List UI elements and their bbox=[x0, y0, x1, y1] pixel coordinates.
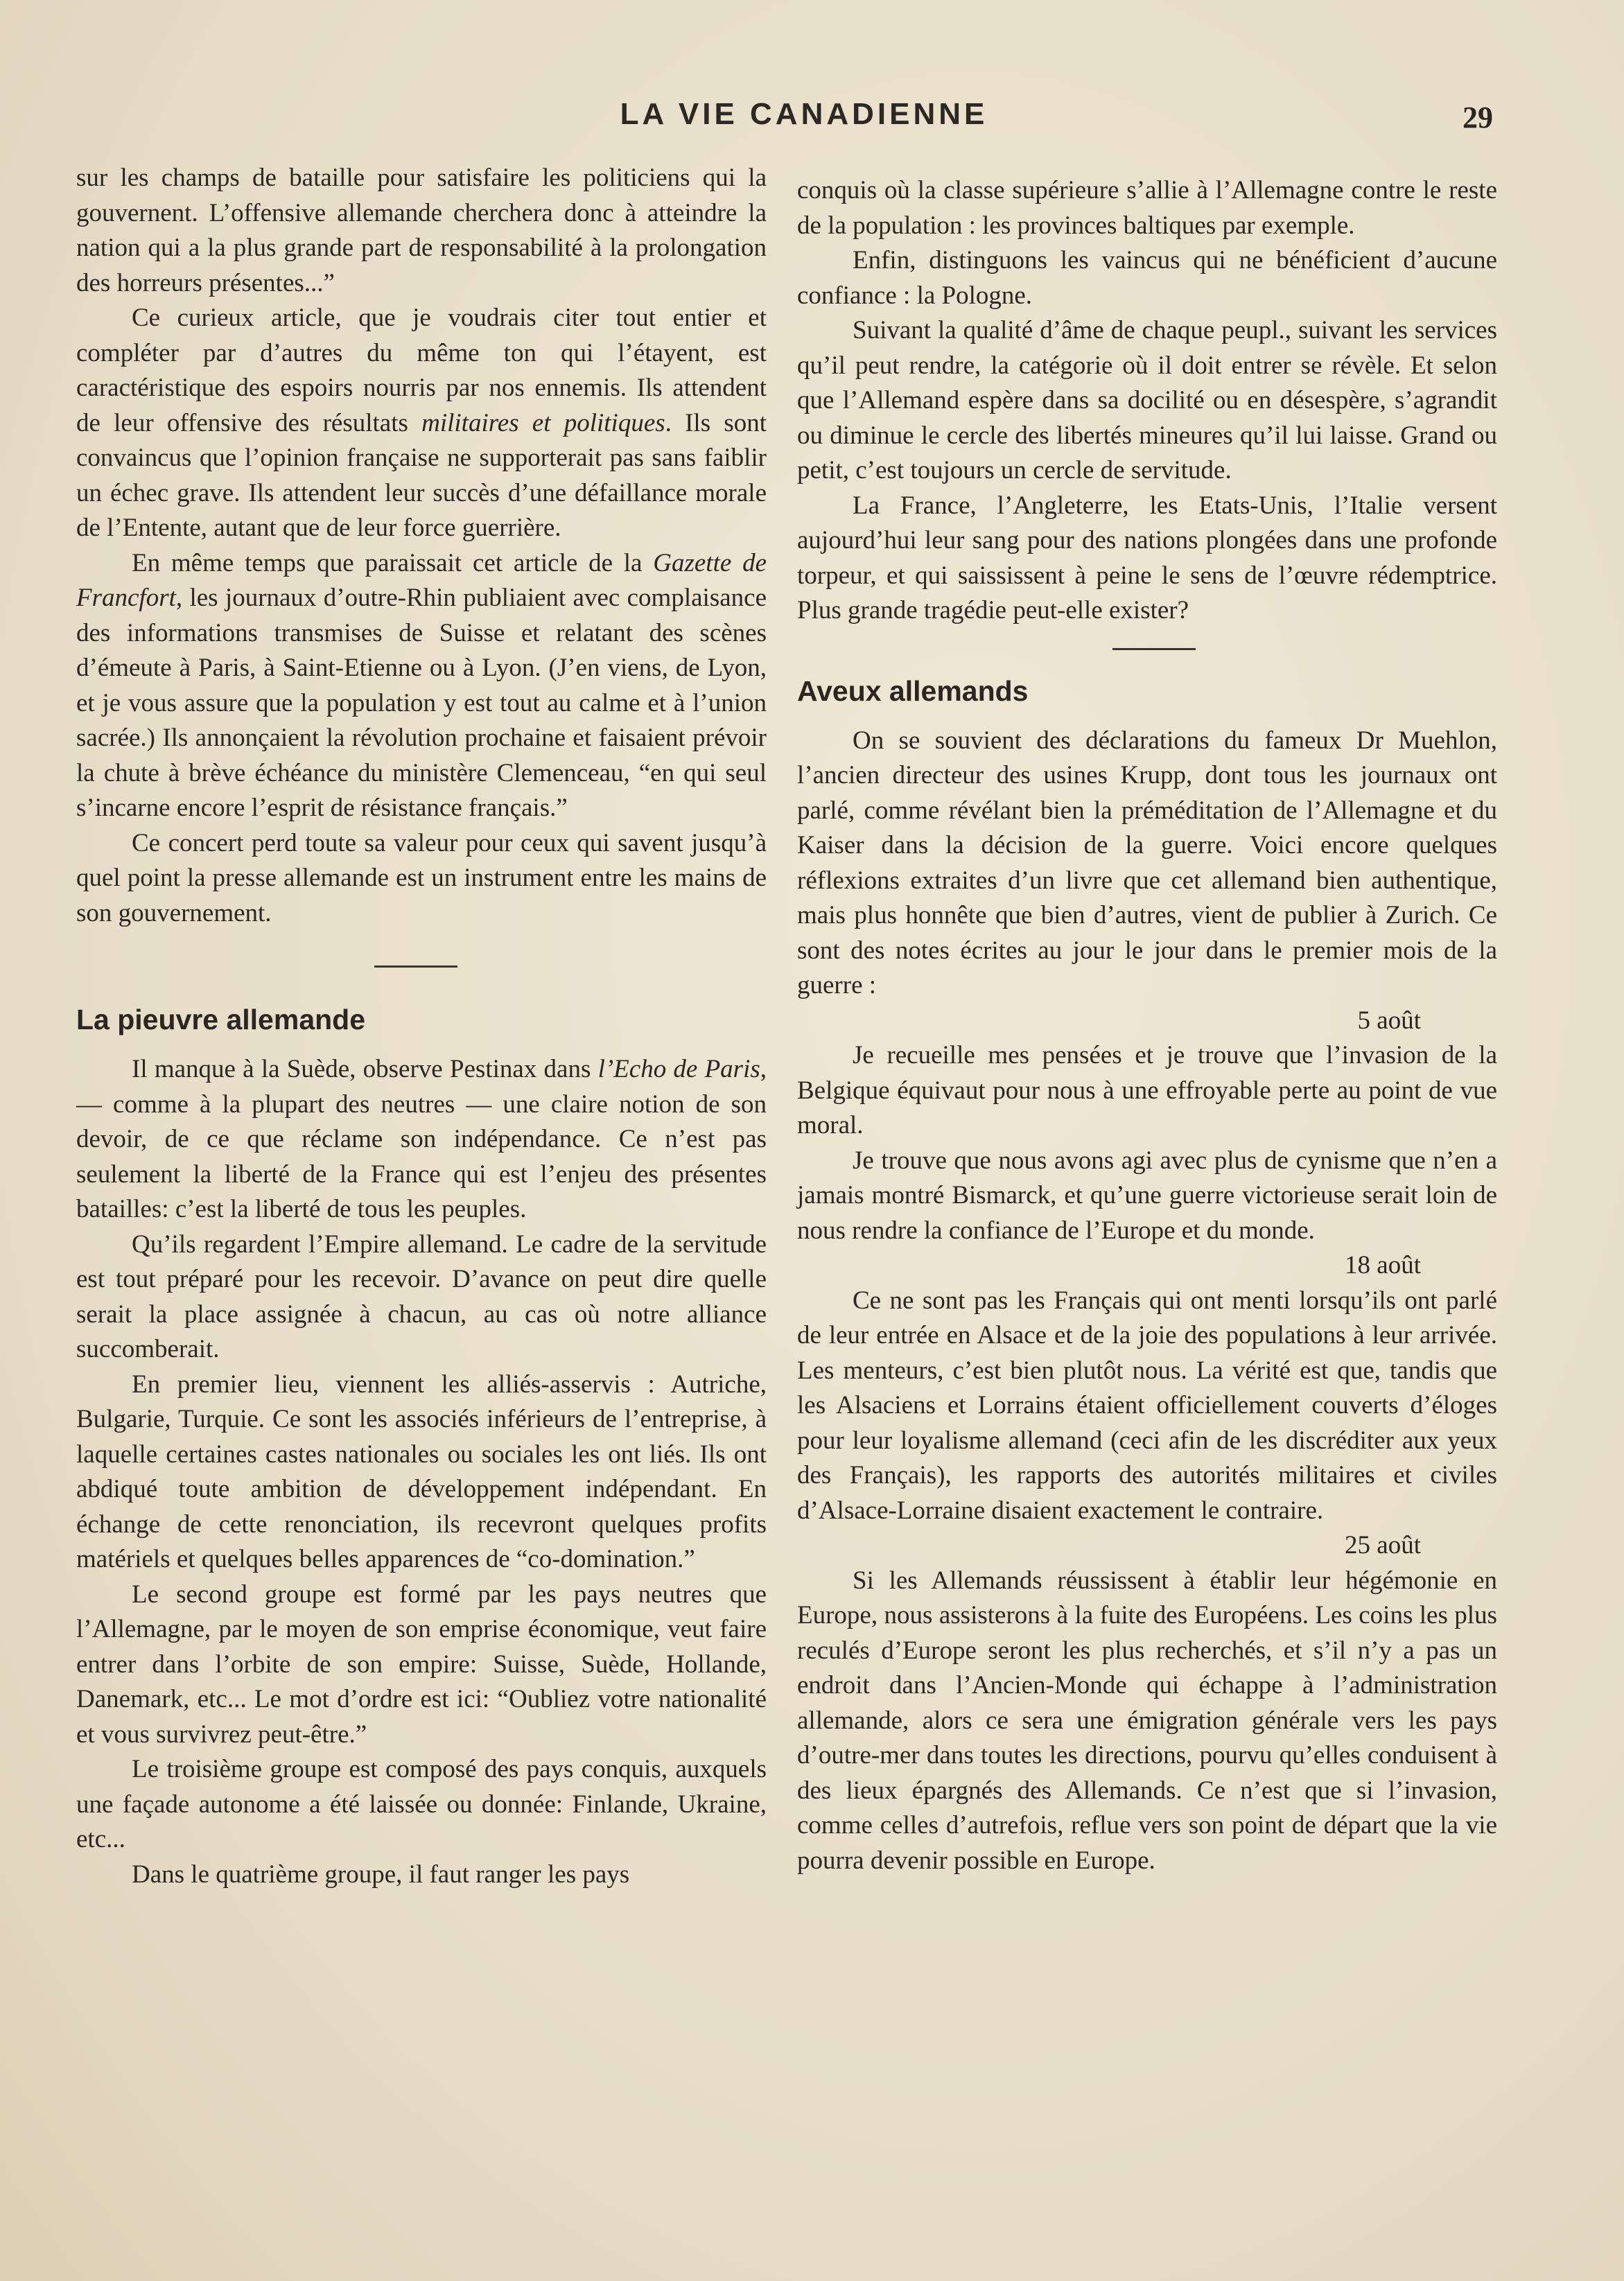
italic-text: l’Echo de Paris bbox=[597, 1055, 760, 1083]
paragraph bbox=[76, 1052, 767, 1227]
page-number: 29 bbox=[1463, 100, 1493, 134]
paragraph: On se souvient des déclarations du fameux Dr Muehlon, l’ancien directeur des usines Krupp, dont tous les journaux ont parlé, comme révélant bien la préméditation de l’Allemagne et du Kaiser dans la décision de la guerre. Voici encore quelques réflexions extraites d’un livre que cet allemand bien authentique, mais plus honnête que bien d’autres, vient de publier à Zurich. Ce sont des notes écrites au jour le jour dans le premier mois de la guerre : bbox=[797, 726, 1497, 999]
text-run: . Ils sont convaincus que l’opinion française ne supporterait pas sans faiblir un échec grave. Ils attendent leur succès d’une défaillance morale de l’Entente, autant que de leur force guerrière. bbox=[76, 408, 767, 542]
section-divider bbox=[374, 965, 457, 968]
paragraph: Si les Allemands réussissent à établir leur hégémonie en Europe, nous assisterons à la fuite des Européens. Les coins les plus reculés d’Europe seront les plus recherchés, et s’il n’y a pas un endroit dans l’Ancien-Monde qui échappe à l’administration allemande, alors ce sera une émigration générale vers les pays d’outre-mer dans toutes les directions, pourvu qu’elles conduisent à des lieux épargnés des Allemands. Ce n’est que si l’invasion, comme celles d’autrefois, reflue vers son point de départ que la vie pourra devenir possible en Europe. bbox=[797, 1566, 1497, 1875]
section-divider bbox=[1112, 648, 1196, 650]
paragraph: Ce ne sont pas les Français qui ont menti lorsqu’ils ont parlé de leur entrée en Alsace et de la joie des populations à leur arrivée. Les menteurs, c’est bien plutôt nous. La vérité est que, tandis que les Alsaciens et Lorrains étaient officiellement couverts d’éloges pour leur loyalisme allemand (ceci afin de les discréditer aux yeux des Français), les rapports des autorités militaires et civiles d’Alsace-Lorraine disaient exactement le contraire. bbox=[797, 1286, 1497, 1525]
paragraph: Je trouve que nous avons agi avec plus de cynisme que n’en a jamais montré Bismarck, et qu’une guerre victorieuse serait loin de nous rendre la confiance de l’Europe et du monde. bbox=[797, 1146, 1497, 1245]
paragraph: sur les champs de bataille pour satisfaire les politiciens qui la gouvernent. L’offensive allemande cherchera donc à atteindre la nation qui a la plus grande part de responsabilité à la prolongation des horreurs présentes...” bbox=[76, 164, 767, 297]
right-column bbox=[797, 173, 1497, 1878]
paragraph: En premier lieu, viennent les alliés-asservis : Autriche, Bulgarie, Turquie. Ce sont les associés inférieurs de l’entreprise, à laquelle certaines castes nationales ou sociales les ont liés. Ils ont abdiqué toute ambition de développement indépendant. En échange de cette renonciation, ils recevront quelques profits matériels et quelques belles apparences de “co-domination.” bbox=[76, 1370, 767, 1573]
paragraph: Ce concert perd toute sa valeur pour ceux qui savent jusqu’à quel point la presse allemande est un instrument entre les mains de son gouvernement. bbox=[76, 828, 767, 927]
paragraph: Qu’ils regardent l’Empire allemand. Le cadre de la servitude est tout préparé pour les recevoir. D’avance on peut dire quelle serait la place assignée à chacun, au cas où notre alliance succomberait. bbox=[76, 1230, 767, 1363]
paragraph: conquis où la classe supérieure s’allie à l’Allemagne contre le reste de la population : les provinces baltiques par exemple. bbox=[797, 176, 1497, 240]
paragraph bbox=[76, 301, 767, 546]
italic-text: Gazette de Francfort bbox=[76, 548, 767, 612]
section-heading: La pieuvre allemande bbox=[76, 1004, 366, 1035]
italic-text: militaires et politiques bbox=[421, 408, 665, 437]
diary-date: 18 août bbox=[1345, 1251, 1421, 1279]
section-heading: Aveux allemands bbox=[797, 674, 1029, 707]
paragraph: Je recueille mes pensées et je trouve que l’invasion de la Belgique équivaut pour nous à une effroyable perte au point de vue moral. bbox=[797, 1041, 1497, 1139]
paragraph: Le second groupe est formé par les pays neutres que l’Allemagne, par le moyen de son emprise économique, veut faire entrer dans l’orbite de son empire: Suisse, Suède, Hollande, Danemark, etc... Le mot d’ordre est ici: “Oubliez votre nationalité et vous survivrez peut-être.” bbox=[76, 1580, 767, 1749]
text-run: ,— comme à la plupart des neutres — une claire notion de son devoir, de ce que réclame son indépendance. Ce n’est pas seulement la liberté de la France qui est l’enjeu des présentes batailles: c’est la liberté de tous les peuples. bbox=[76, 1055, 767, 1223]
left-column bbox=[76, 161, 767, 1892]
paragraph: Dans le quatrième groupe, il faut ranger les pays bbox=[132, 1860, 630, 1889]
diary-date: 5 août bbox=[1357, 1006, 1421, 1035]
text-run: Ce curieux article, que je voudrais citer tout entier et compléter par d’autres du même ton qui l’étayent, est caractéristique des espoirs nourris par nos ennemis. Ils attendent de leur offensive des résultats bbox=[76, 304, 767, 437]
diary-date: 25 août bbox=[1345, 1531, 1421, 1559]
paragraph: La France, l’Angleterre, les Etats-Unis, l’Italie versent aujourd’hui leur sang pour des nations plongées dans une profonde torpeur, et qui saississent à peine le sens de l’œuvre rédemptrice. Plus grande tragédie peut-elle exister? bbox=[797, 491, 1497, 624]
paragraph bbox=[76, 546, 767, 826]
text-run: En même temps que paraissait cet article de la bbox=[132, 548, 654, 577]
paragraph: Le troisième groupe est composé des pays conquis, auxquels une façade autonome a été laissée ou donnée: Finlande, Ukraine, etc... bbox=[76, 1755, 767, 1853]
paragraph: Enfin, distinguons les vaincus qui ne bénéficient d’aucune confiance : la Pologne. bbox=[797, 246, 1497, 310]
paragraph: Suivant la qualité d’âme de chaque peupl., suivant les services qu’il peut rendre, la catégorie où il doit entrer se révèle. Et selon que l’Allemand espère dans sa docilité ou en désespère, s’agrandit ou diminue le cercle des libertés mineures qu’il lui laisse. Grand ou petit, c’est toujours un cercle de servitude. bbox=[797, 316, 1497, 484]
text-run: Il manque à la Suède, observe Pestinax dans bbox=[132, 1055, 598, 1083]
journal-title: LA VIE CANADIENNE bbox=[620, 97, 988, 131]
running-head bbox=[0, 97, 1624, 139]
text-run: , les journaux d’outre-Rhin publiaient avec complaisance des informations transmises de Suisse et relatant des scènes d’émeute à Paris, à Saint-Etienne ou à Lyon. (J’en viens, de Lyon, et je vous assure que la population y est tout au calme et à l’union sacrée.) Ils annonçaient la révolution prochaine et faisaient prévoir la chute à brève échéance du ministère Clemenceau, “en qui seul s’incarne encore l’esprit de résistance français.” bbox=[76, 584, 767, 822]
